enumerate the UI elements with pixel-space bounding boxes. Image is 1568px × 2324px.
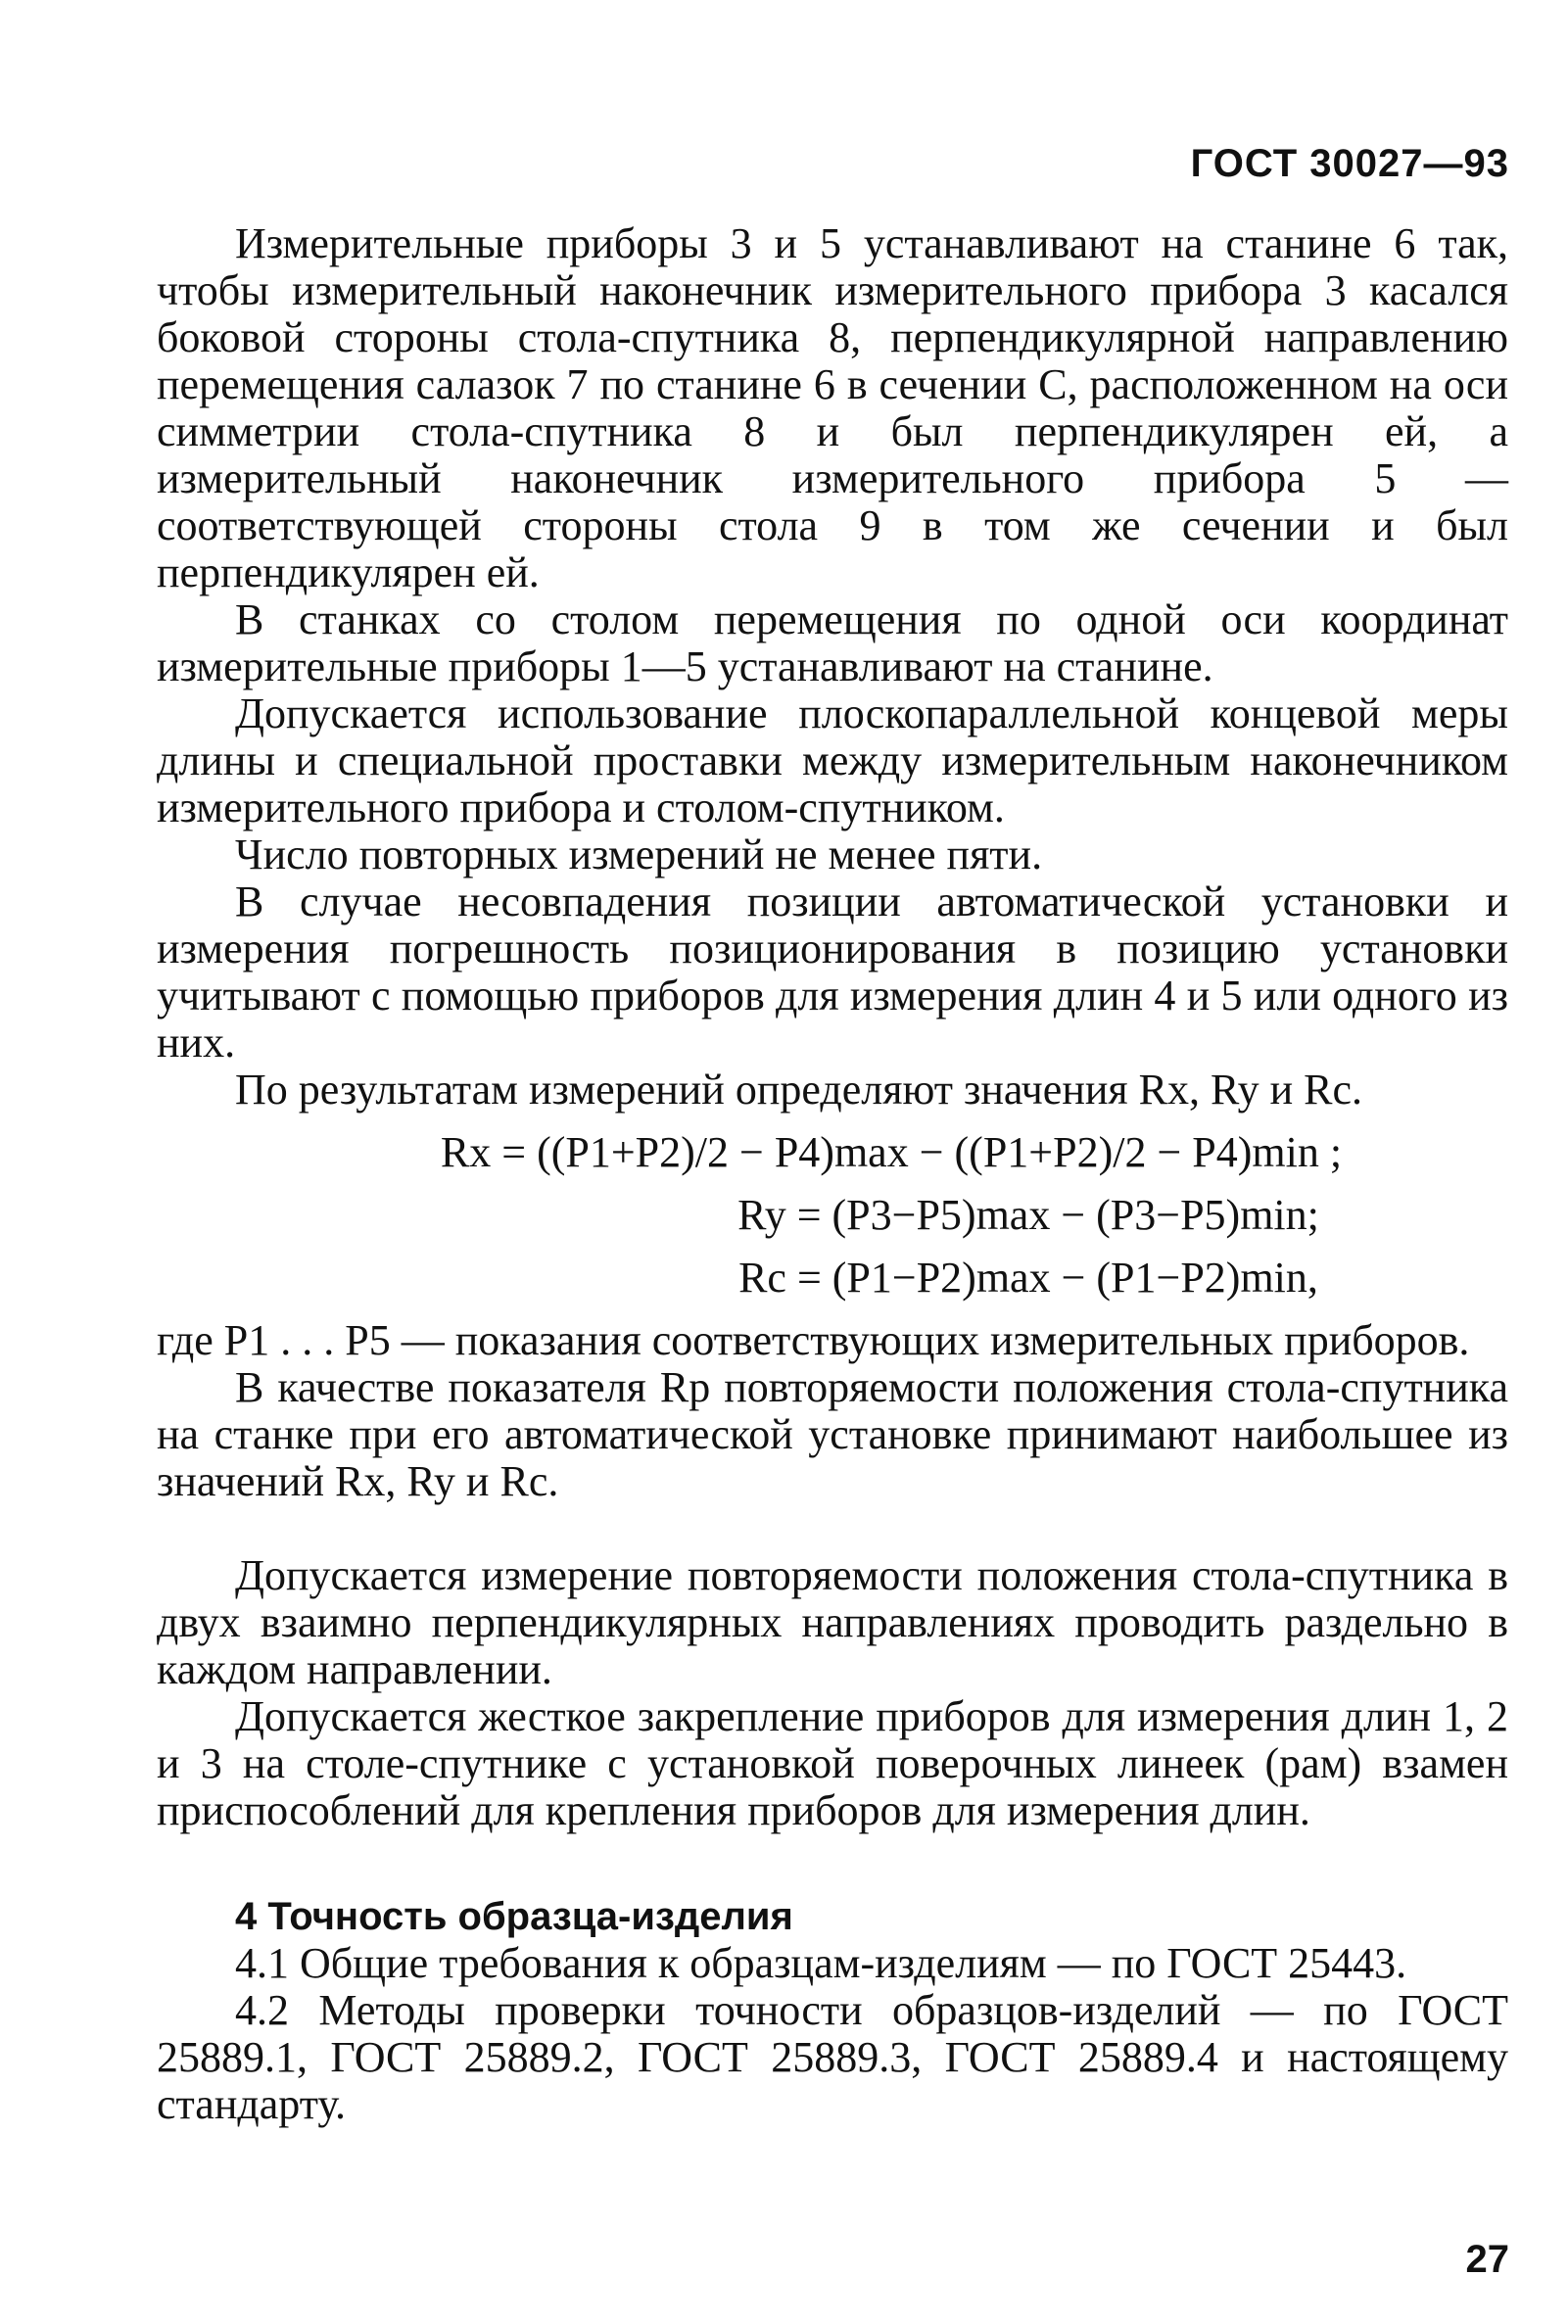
formula-ry: Ry = (P3−P5)max − (P3−P5)min; xyxy=(737,1191,1319,1239)
document-header: ГОСТ 30027—93 xyxy=(1190,142,1509,185)
paragraph: Допускается измерение повторяемости положения стола-спутника в двух взаимно перпендикулярных направлениях проводить раздельно в каждом направлении. xyxy=(157,1551,1508,1693)
paragraph: По результатам измерений определяют значения Rx, Ry и Rc. xyxy=(235,1066,1363,1114)
paragraph: Измерительные приборы 3 и 5 устанавливают на станине 6 так, чтобы измерительный наконечник измерительного прибора 3 касался боковой стороны стола-спутника 8, перпендикулярной направлению перемещения салазок 7 по станине 6 в сечении С, расположенном на оси симметрии стола-спутника 8 и был перпендикулярен ей, а измерительный наконечник измерительного прибора 5 — соответствующей стороны стола 9 в том же сечении и был перпендикулярен ей. xyxy=(157,219,1508,596)
formula-rx: Rx = ((P1+P2)/2 − P4)max − ((P1+P2)/2 − P4)min ; xyxy=(440,1128,1343,1176)
paragraph: В качестве показателя Rp повторяемости положения стола-спутника на станке при его автоматической установке принимают наибольшее из значений Rx, Ry и Rc. xyxy=(157,1363,1508,1505)
paragraph: 4.1 Общие требования к образцам-изделиям — по ГОСТ 25443. xyxy=(235,1939,1407,1987)
document-body xyxy=(157,220,1508,2128)
formula-rc: Rc = (P1−P2)max − (P1−P2)min, xyxy=(738,1254,1318,1302)
paragraph: Число повторных измерений не менее пяти. xyxy=(235,830,1043,878)
paragraph: В станках со столом перемещения по одной оси координат измерительные приборы 1—5 устанавливают на станине. xyxy=(157,595,1508,690)
page-number: 27 xyxy=(1465,2238,1509,2281)
formula-block xyxy=(157,1125,1508,1305)
paragraph: В случае несовпадения позиции автоматической установки и измерения погрешность позиционирования в позицию установки учитывают с помощью приборов для измерения длин 4 и 5 или одного из них. xyxy=(157,877,1508,1067)
paragraph: 4.2 Методы проверки точности образцов-изделий — по ГОСТ 25889.1, ГОСТ 25889.2, ГОСТ 25889.3, ГОСТ 25889.4 и настоящему стандарту. xyxy=(157,1986,1508,2128)
paragraph: где P1 . . . P5 — показания соответствующих измерительных приборов. xyxy=(157,1316,1470,1364)
paragraph: Допускается жесткое закрепление приборов для измерения длин 1, 2 и 3 на столе-спутнике с установкой поверочных линеек (рам) взамен приспособлений для крепления приборов для измерения длин. xyxy=(157,1692,1508,1834)
section-title: 4 Точность образца-изделия xyxy=(235,1895,793,1938)
paragraph: Допускается использование плоскопараллельной концевой меры длины и специальной проставки между измерительным наконечником измерительного прибора и столом-спутником. xyxy=(157,689,1508,831)
